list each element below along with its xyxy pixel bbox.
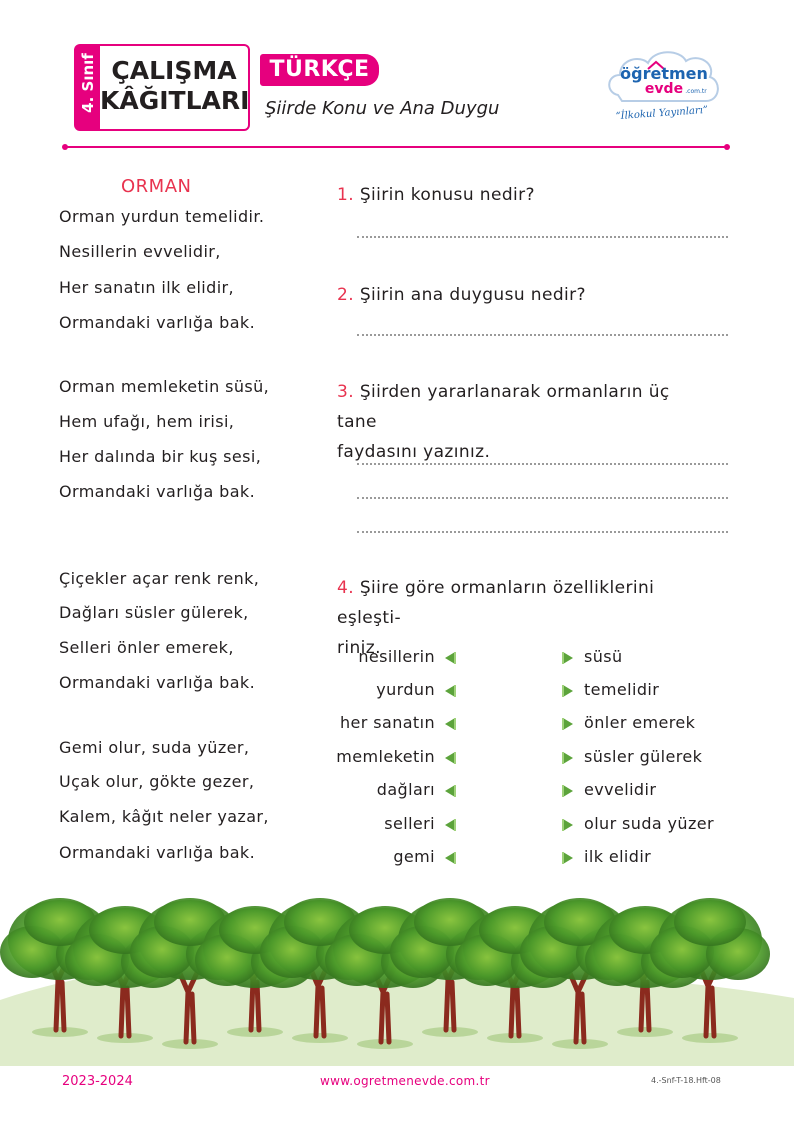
- match-right-connector-icon[interactable]: [562, 684, 574, 698]
- forest-illustration: [0, 880, 794, 1066]
- tree-shadow: [487, 1033, 543, 1043]
- question-text-cont: faydasını yazınız.: [337, 442, 491, 462]
- tree-shadow: [97, 1033, 153, 1043]
- match-left-connector-icon[interactable]: [444, 818, 456, 832]
- tree-shadow: [617, 1027, 673, 1037]
- match-left-item: gemi: [393, 847, 435, 866]
- match-right-item: ilk elidir: [584, 847, 652, 866]
- match-left-item: dağları: [376, 780, 435, 799]
- logo-domain: .com.tr: [685, 88, 707, 95]
- question-text: Şiirden yararlanarak ormanların üç tane: [337, 382, 670, 432]
- question-number: 2.: [337, 285, 355, 305]
- poem-line: Ormandaki varlığa bak.: [59, 673, 256, 692]
- match-left-connector-icon[interactable]: [444, 717, 456, 731]
- grade-label: 4. Sınıf: [79, 53, 97, 113]
- answer-line-3a[interactable]: [357, 463, 728, 465]
- match-right-connector-icon[interactable]: [562, 651, 574, 665]
- question-text: Şiirin konusu nedir?: [359, 185, 535, 205]
- match-right-item: süsü: [584, 647, 623, 666]
- question-1: [337, 180, 712, 210]
- match-left-connector-icon[interactable]: [444, 684, 456, 698]
- poem-line: Uçak olur, gökte gezer,: [59, 772, 255, 791]
- match-left-connector-icon[interactable]: [444, 851, 456, 865]
- poem-line: Her dalında bir kuş sesi,: [59, 447, 262, 466]
- question-text: Şiirin ana duygusu nedir?: [359, 285, 586, 305]
- logo-tagline: “İlkokul Yayınları”: [615, 104, 709, 123]
- match-right-item: evvelidir: [584, 780, 657, 799]
- answer-line-1[interactable]: [357, 236, 728, 238]
- logo-brand-2: evde: [644, 81, 684, 97]
- poem-line: Orman yurdun temelidir.: [59, 207, 265, 226]
- answer-line-3b[interactable]: [357, 497, 728, 499]
- poem-line: Her sanatın ilk elidir,: [59, 278, 235, 297]
- answer-line-2[interactable]: [357, 334, 728, 336]
- publisher-logo: [604, 43, 722, 127]
- tree-shadow: [32, 1027, 88, 1037]
- tree-canopy: [674, 898, 746, 946]
- match-left-item: her sanatın: [340, 713, 435, 732]
- footer-year: 2023-2024: [62, 1074, 133, 1089]
- question-text: Şiire göre ormanların özelliklerini eşleşti-: [337, 578, 655, 628]
- match-left-connector-icon[interactable]: [444, 751, 456, 765]
- poem-line: Ormandaki varlığa bak.: [59, 482, 256, 501]
- question-text-cont: riniz.: [337, 638, 381, 658]
- match-right-item: süsler gülerek: [584, 747, 703, 766]
- match-right-connector-icon[interactable]: [562, 717, 574, 731]
- tree-shadow: [162, 1039, 218, 1049]
- match-right-connector-icon[interactable]: [562, 851, 574, 865]
- poem-line: Kalem, kâğıt neler yazar,: [59, 807, 269, 826]
- subject-badge: TÜRKÇE: [260, 54, 379, 86]
- topic-subtitle: Şiirde Konu ve Ana Duygu: [265, 98, 500, 119]
- footer-url[interactable]: www.ogretmenevde.com.tr: [320, 1074, 490, 1088]
- grade-tab: [74, 44, 102, 131]
- poem-line: Hem ufağı, hem irisi,: [59, 412, 235, 431]
- poem-line: Orman memleketin süsü,: [59, 377, 270, 396]
- match-right-connector-icon[interactable]: [562, 751, 574, 765]
- match-right-item: temelidir: [584, 680, 660, 699]
- match-right-connector-icon[interactable]: [562, 818, 574, 832]
- match-right-item: olur suda yüzer: [584, 814, 714, 833]
- logo-brand-1: öğretmen: [620, 64, 708, 83]
- match-left-item: memleketin: [336, 747, 435, 766]
- question-number: 1.: [337, 185, 355, 205]
- match-left-item: yurdun: [376, 680, 435, 699]
- match-right-item: önler emerek: [584, 713, 696, 732]
- header-divider: [64, 146, 728, 148]
- question-number: 4.: [337, 578, 355, 598]
- match-left-connector-icon[interactable]: [444, 651, 456, 665]
- answer-line-3c[interactable]: [357, 531, 728, 533]
- poem-title: ORMAN: [121, 176, 192, 197]
- poem-line: Nesillerin evvelidir,: [59, 242, 221, 261]
- poem-line: Çiçekler açar renk renk,: [59, 569, 260, 588]
- match-left-connector-icon[interactable]: [444, 784, 456, 798]
- worksheet-title-box: [100, 44, 250, 131]
- rule-dot-right: [724, 144, 730, 150]
- footer-code: 4.-Snf-T-18.Hft-08: [651, 1076, 721, 1085]
- tree-shadow: [682, 1033, 738, 1043]
- tree-shadow: [292, 1033, 348, 1043]
- question-2: [337, 280, 712, 310]
- poem-line: Dağları süsler gülerek,: [59, 603, 249, 622]
- question-number: 3.: [337, 382, 355, 402]
- tree-shadow: [357, 1039, 413, 1049]
- tree-shadow: [227, 1027, 283, 1037]
- tree-shadow: [552, 1039, 608, 1049]
- question-3: [337, 377, 712, 467]
- match-left-item: nesillerin: [358, 647, 435, 666]
- tree-shadow: [422, 1027, 478, 1037]
- poem-line: Ormandaki varlığa bak.: [59, 313, 256, 332]
- title-line-1: ÇALIŞMA: [111, 56, 237, 85]
- poem-line: Selleri önler emerek,: [59, 638, 234, 657]
- poem-line: Ormandaki varlığa bak.: [59, 843, 256, 862]
- poem-line: Gemi olur, suda yüzer,: [59, 738, 250, 757]
- match-right-connector-icon[interactable]: [562, 784, 574, 798]
- title-line-2: KÂĞITLARI: [100, 86, 250, 115]
- match-left-item: selleri: [384, 814, 435, 833]
